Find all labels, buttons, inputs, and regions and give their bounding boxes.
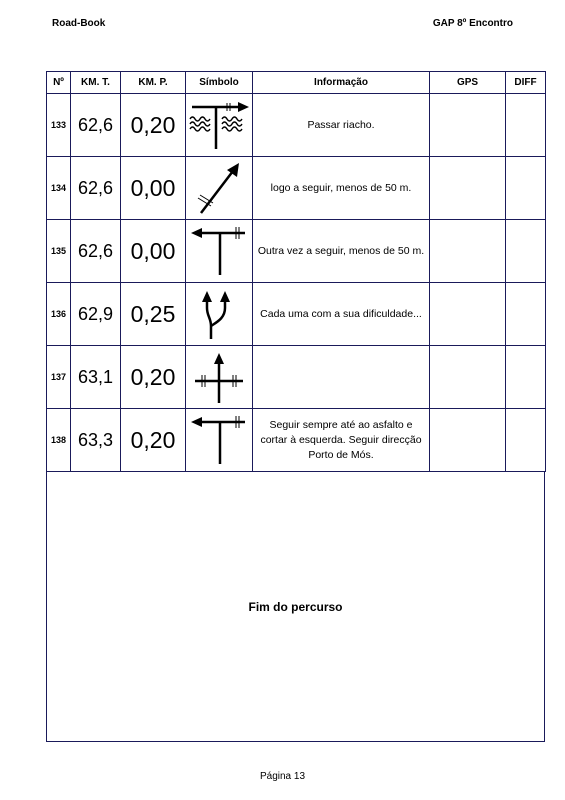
row-information: Outra vez a seguir, menos de 50 m.	[253, 220, 430, 283]
row-symbol	[186, 157, 253, 220]
column-header-diff: DIFF	[506, 72, 546, 94]
row-km-total: 62,9	[71, 283, 121, 346]
row-km-total: 63,1	[71, 346, 121, 409]
row-number: 133	[47, 94, 71, 157]
table-row	[47, 94, 546, 157]
row-gps	[430, 409, 506, 472]
row-km-partial: 0,00	[121, 220, 186, 283]
row-km-total: 63,3	[71, 409, 121, 472]
row-diff	[506, 220, 546, 283]
end-of-route-text: Fim do percurso	[248, 599, 343, 614]
row-number: 138	[47, 409, 71, 472]
end-of-route-box	[46, 471, 545, 742]
row-information: Cada uma com a sua dificuldade...	[253, 283, 430, 346]
row-number: 137	[47, 346, 71, 409]
row-symbol	[186, 220, 253, 283]
column-header-number: Nº	[47, 72, 71, 94]
table-row	[47, 346, 546, 409]
row-km-partial: 0,20	[121, 409, 186, 472]
fork-double-arrow-icon	[187, 286, 251, 342]
row-diff	[506, 94, 546, 157]
column-header-km-total: KM. T.	[71, 72, 121, 94]
row-number: 135	[47, 220, 71, 283]
table-header-row	[47, 72, 546, 94]
row-gps	[430, 157, 506, 220]
row-number: 134	[47, 157, 71, 220]
column-header-km-partial: KM. P.	[121, 72, 186, 94]
t-junction-left-icon	[187, 412, 251, 468]
row-km-partial: 0,20	[121, 94, 186, 157]
row-symbol	[186, 409, 253, 472]
t-junction-left-icon	[187, 223, 251, 279]
row-number: 136	[47, 283, 71, 346]
row-gps	[430, 283, 506, 346]
row-diff	[506, 283, 546, 346]
row-information: Seguir sempre até ao asfalto e cortar à esquerda. Seguir direcção Porto de Mós.	[253, 409, 430, 472]
column-header-information: Informação	[253, 72, 430, 94]
row-km-total: 62,6	[71, 157, 121, 220]
row-symbol	[186, 346, 253, 409]
row-symbol	[186, 283, 253, 346]
table-row	[47, 409, 546, 472]
row-gps	[430, 346, 506, 409]
row-information	[253, 346, 430, 409]
header-right-title: GAP 8º Encontro	[432, 18, 513, 29]
table-row	[47, 157, 546, 220]
row-information: Passar riacho.	[253, 94, 430, 157]
table-row	[47, 220, 546, 283]
row-diff	[506, 409, 546, 472]
row-km-partial: 0,00	[121, 157, 186, 220]
column-header-gps: GPS	[430, 72, 506, 94]
t-junction-river-crossing-icon	[187, 97, 251, 153]
roadbook-table	[46, 71, 546, 472]
row-symbol	[186, 94, 253, 157]
row-km-total: 62,6	[71, 220, 121, 283]
row-information: logo a seguir, menos de 50 m.	[253, 157, 430, 220]
crossroads-straight-icon	[187, 349, 251, 405]
row-km-partial: 0,25	[121, 283, 186, 346]
header-left-title: Road-Book	[52, 18, 106, 29]
column-header-symbol: Símbolo	[186, 72, 253, 94]
row-km-total: 62,6	[71, 94, 121, 157]
row-diff	[506, 346, 546, 409]
table-row	[47, 283, 546, 346]
row-diff	[506, 157, 546, 220]
row-gps	[430, 94, 506, 157]
row-gps	[430, 220, 506, 283]
row-km-partial: 0,20	[121, 346, 186, 409]
page-number: Página 13	[259, 771, 306, 782]
straight-diagonal-arrow-icon	[187, 160, 251, 216]
